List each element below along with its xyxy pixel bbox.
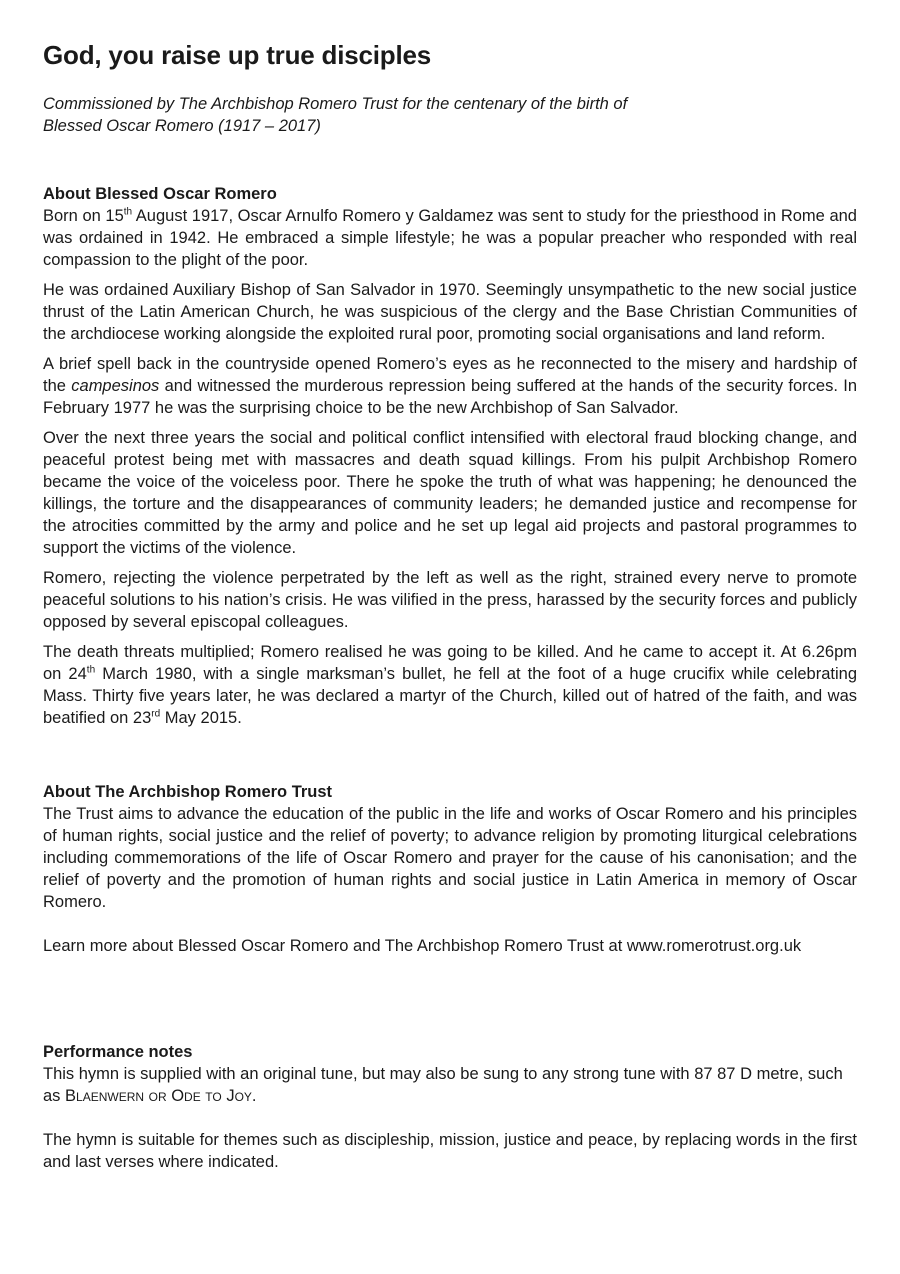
tune-name-1: Blaenwern	[65, 1087, 145, 1106]
trust-learn-more	[43, 935, 857, 957]
romero-p6-text-c: May 2015.	[160, 709, 242, 728]
subtitle-line-1: Commissioned by The Archbishop Romero Trust for the centenary of the birth of	[43, 95, 628, 114]
performance-paragraph-1	[43, 1063, 857, 1107]
subtitle	[43, 93, 643, 137]
romero-p3-text-b: and witnessed the murderous repression being suffered at the hands of the security forces. In February 1977 he was the surprising choice to be the new Archbishop of San Salvador.	[43, 377, 857, 418]
romero-p6-superscript-2: rd	[151, 708, 161, 720]
subtitle-line-2: Blessed Oscar Romero (1917 – 2017)	[43, 117, 321, 136]
romero-p3-text-a: A brief spell back in the countryside opened Romero’s eyes as he reconnected to the misery and hardship of the	[43, 355, 857, 396]
trust-paragraph-1: The Trust aims to advance the education of the public in the life and works of Oscar Romero and his principles of human rights, social justice and the relief of poverty; to advance religion by promoting liturgical celebrations including commemorations of the life of Oscar Romero and prayer for the cause of his canonisation; and the relief of poverty and the promotion of human rights and social justice in Latin America in memory of Oscar Romero.	[43, 805, 857, 912]
tune-separator: or	[144, 1087, 172, 1106]
romero-paragraph-3	[43, 353, 857, 419]
tune-name-2: Ode to Joy	[171, 1087, 252, 1106]
performance-p1-end: .	[251, 1087, 257, 1106]
performance-p1-text: This hymn is supplied with an original tune, but may also be sung to any strong tune with 87 87 D metre, such as	[43, 1065, 843, 1106]
section-heading-about-trust: About The Archbishop Romero Trust	[43, 783, 333, 802]
section-about-trust	[43, 781, 857, 957]
document-page	[43, 40, 857, 1181]
section-performance-notes	[43, 1041, 857, 1173]
romero-paragraph-2: He was ordained Auxiliary Bishop of San Salvador in 1970. Seemingly unsympathetic to the new social justice thrust of the Latin American Church, he was suspicious of the clergy and the Base Christian Communities of the archdiocese working alongside the exploited rural poor, promoting social organisations and land reform.	[43, 281, 857, 344]
romero-p3-emphasis: campesinos	[71, 377, 160, 396]
romero-p1-text-b: August 1917, Oscar Arnulfo Romero y Galdamez was sent to study for the priesthood in Rome and was ordained in 1942. He embraced a simple lifestyle; he was a popular preacher who responded with real compassion to the plight of the poor.	[43, 207, 857, 270]
section-about-romero	[43, 183, 857, 729]
section-heading-performance-notes: Performance notes	[43, 1043, 193, 1062]
romero-p6-superscript-1: th	[86, 664, 96, 676]
section-heading-about-romero: About Blessed Oscar Romero	[43, 185, 277, 204]
performance-paragraph-2: The hymn is suitable for themes such as discipleship, mission, justice and peace, by replacing words in the first and last verses where indicated.	[43, 1131, 857, 1172]
romero-paragraph-1	[43, 205, 857, 271]
trust-website-link[interactable]: www.romerotrust.org.uk	[626, 937, 802, 956]
romero-p6-text-a: The death threats multiplied; Romero realised he was going to be killed. And he came to accept it. At 6.26pm on 24	[43, 643, 857, 684]
trust-learn-more-text: Learn more about Blessed Oscar Romero and The Archbishop Romero Trust at	[43, 937, 627, 956]
romero-p1-text-a: Born on 15	[43, 207, 124, 226]
page-title: God, you raise up true disciples	[43, 40, 432, 70]
romero-paragraph-6	[43, 641, 857, 729]
romero-paragraph-4: Over the next three years the social and political conflict intensified with electoral fraud blocking change, and peaceful protest being met with massacres and death squad killings. From his pulpit Archbishop Romero became the voice of the voiceless poor. There he spoke the truth of what was happening; he denounced the killings, the torture and the disappearances of community leaders; he demanded justice and recompense for the atrocities committed by the army and police and he set up legal aid projects and pastoral programmes to support the victims of the violence.	[43, 429, 857, 558]
romero-p1-superscript: th	[123, 206, 133, 218]
romero-paragraph-5: Romero, rejecting the violence perpetrated by the left as well as the right, strained every nerve to promote peaceful solutions to his nation’s crisis. He was vilified in the press, harassed by the security forces and publicly opposed by several episcopal colleagues.	[43, 569, 857, 632]
romero-p6-text-b: March 1980, with a single marksman’s bullet, he fell at the foot of a huge crucifix while celebrating Mass. Thirty five years later, he was declared a martyr of the Church, killed out of hatred of the faith, and was beatified on 23	[43, 665, 858, 728]
